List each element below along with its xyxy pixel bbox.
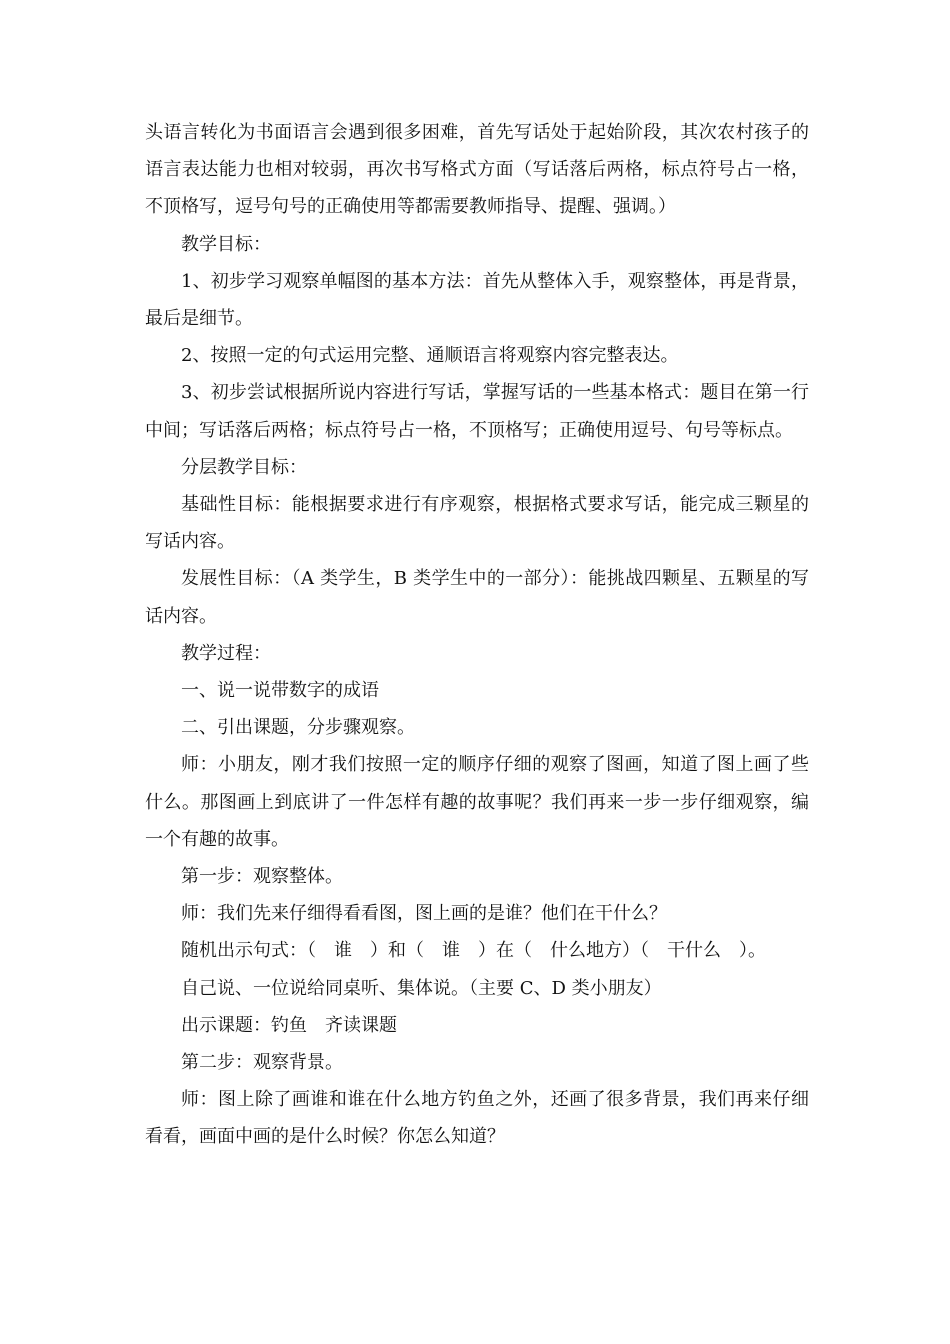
paragraph-teacher-question: 师：我们先来仔细得看看图，图上画的是谁？他们在干什么？ [181,903,667,925]
paragraph-step-idioms: 一、说一说带数字的成语 [181,680,379,702]
paragraph-goal-1: 1、初步学习观察单幅图的基本方法：首先从整体入手，观察整体，再是背景，最后是细节。 [145,270,809,330]
paragraph-teacher-background: 师：图上除了画谁和谁在什么地方钓鱼之外，还画了很多背景，我们再来仔细看看，画面中画的是什么时候？你怎么知道？ [145,1089,809,1148]
paragraph-goal-3: 3、初步尝试根据所说内容进行写话，掌握写话的一些基本格式：题目在第一行中间；写话落后两格；标点符号占一格，不顶格写；正确使用逗号、句号等标点。 [145,382,809,441]
paragraph-sentence-pattern: 随机出示句式：（ 谁 ）和（ 谁 ）在（ 什么地方）（ 干什么 ）。 [181,940,766,962]
paragraph-writing-difficulties: 头语言转化为书面语言会遇到很多困难，首先写话处于起始阶段，其次农村孩子的语言表达能力也相对较弱，再次书写格式方面（写话落后两格，标点符号占一格，不顶格写，逗号句号的正确使用等都需要教师指导、提醒、强调。） [145,122,809,218]
paragraph-teacher-intro: 师：小朋友，刚才我们按照一定的顺序仔细的观察了图画，知道了图上画了些什么。那图画上到底讲了一件怎样有趣的故事呢？我们再来一步一步仔细观察，编一个有趣的故事。 [145,754,809,850]
paragraph-step-introduce: 二、引出课题，分步骤观察。 [181,717,415,739]
paragraph-show-title: 出示课题：钓鱼 齐读课题 [181,1014,397,1036]
paragraph-goal-2: 2、按照一定的句式运用完整、通顺语言将观察内容完整表达。 [181,345,679,367]
heading-teaching-process: 教学过程： [181,642,271,664]
document-body [145,114,809,1156]
paragraph-speaking-practice: 自己说、一位说给同桌听、集体说。（主要 C、D 类小朋友） [181,977,662,999]
paragraph-second-step: 第二步：观察背景。 [181,1052,343,1074]
paragraph-basic-goal: 基础性目标：能根据要求进行有序观察，根据格式要求写话，能完成三颗星的写话内容。 [145,494,809,553]
paragraph-first-step: 第一步：观察整体。 [181,866,343,888]
heading-layered-goals: 分层教学目标： [181,456,307,478]
paragraph-development-goal: 发展性目标：（A 类学生，B 类学生中的一部分）：能挑战四颗星、五颗星的写话内容。 [145,568,809,627]
heading-teaching-goals: 教学目标： [181,233,271,255]
